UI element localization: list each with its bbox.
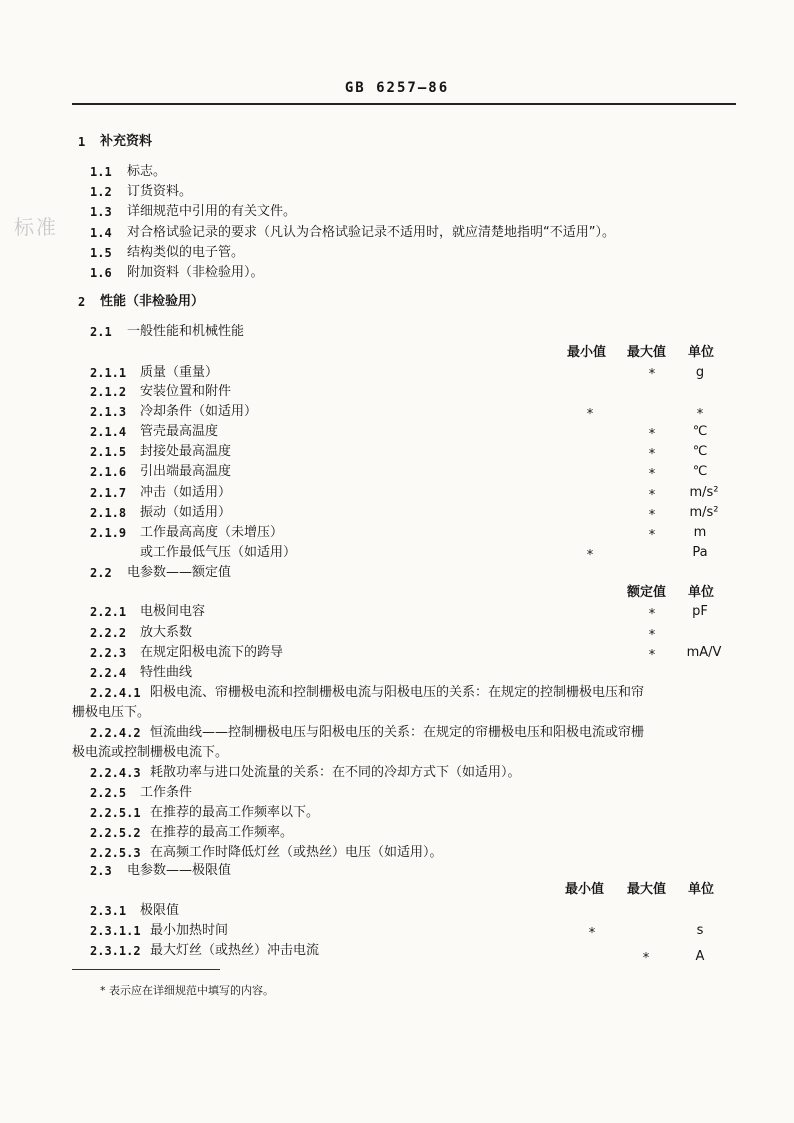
column-header-unit: 单位 bbox=[688, 345, 715, 360]
document-number: GB 6257—86 bbox=[344, 80, 450, 96]
unit-value: m/s² bbox=[689, 485, 719, 500]
max-value: * bbox=[648, 528, 656, 543]
item-text: 订货资料。 bbox=[127, 184, 193, 199]
row-number: 2.1.1 bbox=[90, 366, 127, 380]
rated-value: * bbox=[648, 648, 656, 663]
unit-value: m bbox=[693, 525, 707, 540]
max-value: * bbox=[648, 508, 656, 523]
item-number: 1.3 bbox=[90, 205, 112, 219]
row-text: 冲击（如适用） bbox=[140, 485, 232, 500]
row-text: 引出端最高温度 bbox=[140, 464, 232, 479]
row-text: 封接处最高温度 bbox=[140, 444, 232, 459]
row-number: 2.2.3 bbox=[90, 646, 127, 660]
subsection-number: 2.2 bbox=[90, 566, 112, 580]
column-header-rated: 额定值 bbox=[627, 585, 667, 600]
para-number: 2.2.4.1 bbox=[90, 686, 141, 700]
row-text: 工作最高高度（未增压） bbox=[140, 525, 284, 540]
unit-value: m/s² bbox=[689, 505, 719, 520]
para-text: 在推荐的最高工作频率以下。 bbox=[150, 805, 320, 820]
para-text: 最小加热时间 bbox=[150, 923, 229, 938]
para-text: 阳极电流、帘栅极电流和控制栅极电流与阳极电压的关系：在规定的控制栅极电压和帘 bbox=[150, 685, 645, 700]
rated-value: * bbox=[648, 607, 656, 622]
para-number: 2.3.1.2 bbox=[90, 944, 141, 958]
section-2-number: 2 bbox=[78, 295, 86, 309]
para-number: 2.2.5.1 bbox=[90, 806, 141, 820]
unit-value: s bbox=[696, 923, 704, 938]
min-value: * bbox=[586, 548, 594, 563]
row-text: 放大系数 bbox=[140, 625, 193, 640]
row-number: 2.1.3 bbox=[90, 405, 127, 419]
min-value: * bbox=[586, 407, 594, 422]
max-value: * bbox=[648, 447, 656, 462]
row-number: 2.2.5 bbox=[90, 786, 127, 800]
row-number: 2.2.2 bbox=[90, 626, 127, 640]
row-text: 冷却条件（如适用） bbox=[140, 404, 258, 419]
column-header-max: 最大值 bbox=[627, 882, 667, 897]
para-text: 极电流或控制栅极电流下。 bbox=[72, 745, 229, 760]
subsection-title: 电参数——极限值 bbox=[127, 863, 232, 878]
para-text: 在推荐的最高工作频率。 bbox=[150, 825, 294, 840]
row-text: 安装位置和附件 bbox=[140, 384, 232, 399]
rated-value: * bbox=[648, 628, 656, 643]
min-value: * bbox=[588, 926, 596, 941]
unit-value: * bbox=[696, 407, 704, 422]
para-number: 2.2.5.3 bbox=[90, 846, 141, 860]
max-value: * bbox=[648, 488, 656, 503]
item-number: 1.1 bbox=[90, 165, 112, 179]
column-header-unit: 单位 bbox=[688, 882, 715, 897]
subsection-title: 一般性能和机械性能 bbox=[127, 324, 245, 339]
row-number: 2.1.6 bbox=[90, 465, 127, 479]
max-value: * bbox=[648, 367, 656, 382]
section-1-number: 1 bbox=[78, 135, 86, 149]
para-number: 2.3.1.1 bbox=[90, 924, 141, 938]
row-number: 2.1.4 bbox=[90, 425, 127, 439]
row-text: 极限值 bbox=[140, 903, 180, 918]
row-number: 2.1.8 bbox=[90, 506, 127, 520]
column-header-unit: 单位 bbox=[688, 585, 715, 600]
column-header-min: 最小值 bbox=[565, 882, 605, 897]
row-number: 2.2.4 bbox=[90, 666, 127, 680]
unit-value: ℃ bbox=[692, 464, 708, 479]
row-number: 2.1.2 bbox=[90, 385, 127, 399]
unit-value: ℃ bbox=[692, 424, 708, 439]
row-number: 2.3.1 bbox=[90, 904, 127, 918]
unit-value: ℃ bbox=[692, 444, 708, 459]
column-header-max: 最大值 bbox=[627, 345, 667, 360]
para-number: 2.2.4.2 bbox=[90, 726, 141, 740]
unit-value: mA/V bbox=[686, 645, 722, 660]
subsection-number: 2.3 bbox=[90, 864, 112, 878]
item-text: 结构类似的电子管。 bbox=[127, 245, 245, 260]
item-text: 对合格试验记录的要求（凡认为合格试验记录不适用时，就应清楚地指明“不适用”）。 bbox=[127, 225, 615, 240]
row-number: 2.1.7 bbox=[90, 486, 127, 500]
item-number: 1.5 bbox=[90, 246, 112, 260]
max-value: * bbox=[648, 467, 656, 482]
footnote-rule bbox=[72, 969, 220, 970]
para-text: 耗散功率与进口处流量的关系：在不同的冷却方式下（如适用）。 bbox=[150, 765, 521, 780]
header-rule bbox=[72, 103, 736, 105]
subsection-title: 电参数——额定值 bbox=[127, 565, 232, 580]
para-text: 在高频工作时降低灯丝（或热丝）电压（如适用）。 bbox=[150, 845, 443, 860]
unit-value: A bbox=[695, 949, 705, 964]
row-text: 或工作最低气压（如适用） bbox=[140, 545, 297, 560]
row-number: 2.1.5 bbox=[90, 445, 127, 459]
item-number: 1.6 bbox=[90, 266, 112, 280]
row-text: 振动（如适用） bbox=[140, 505, 232, 520]
para-number: 2.2.5.2 bbox=[90, 826, 141, 840]
row-text: 电极间电容 bbox=[140, 604, 206, 619]
item-text: 附加资料（非检验用）。 bbox=[127, 265, 264, 280]
item-number: 1.2 bbox=[90, 185, 112, 199]
watermark-text: 标准 bbox=[14, 215, 58, 239]
unit-value: pF bbox=[692, 604, 708, 619]
item-text: 详细规范中引用的有关文件。 bbox=[127, 204, 297, 219]
row-text: 质量（重量） bbox=[140, 365, 219, 380]
para-text: 恒流曲线——控制栅极电压与阳极电压的关系：在规定的帘栅极电压和阳极电流或帘栅 bbox=[150, 725, 645, 740]
column-header-min: 最小值 bbox=[567, 345, 607, 360]
row-text: 工作条件 bbox=[140, 785, 193, 800]
section-1-title: 补充资料 bbox=[100, 134, 153, 149]
row-number: 2.1.9 bbox=[90, 526, 127, 540]
unit-value: Pa bbox=[692, 545, 708, 560]
max-value: * bbox=[648, 427, 656, 442]
para-number: 2.2.4.3 bbox=[90, 766, 141, 780]
max-value: * bbox=[642, 951, 650, 966]
subsection-number: 2.1 bbox=[90, 325, 112, 339]
row-text: 管壳最高温度 bbox=[140, 424, 219, 439]
item-number: 1.4 bbox=[90, 226, 112, 240]
section-2-title: 性能（非检验用） bbox=[100, 294, 205, 309]
unit-value: g bbox=[695, 365, 705, 380]
row-text: 特性曲线 bbox=[140, 665, 193, 680]
item-text: 标志。 bbox=[127, 164, 167, 179]
row-number: 2.2.1 bbox=[90, 605, 127, 619]
para-text: 最大灯丝（或热丝）冲击电流 bbox=[150, 943, 320, 958]
para-text: 栅极电压下。 bbox=[72, 705, 151, 720]
row-text: 在规定阳极电流下的跨导 bbox=[140, 645, 284, 660]
footnote: * 表示应在详细规范中填写的内容。 bbox=[100, 984, 274, 997]
